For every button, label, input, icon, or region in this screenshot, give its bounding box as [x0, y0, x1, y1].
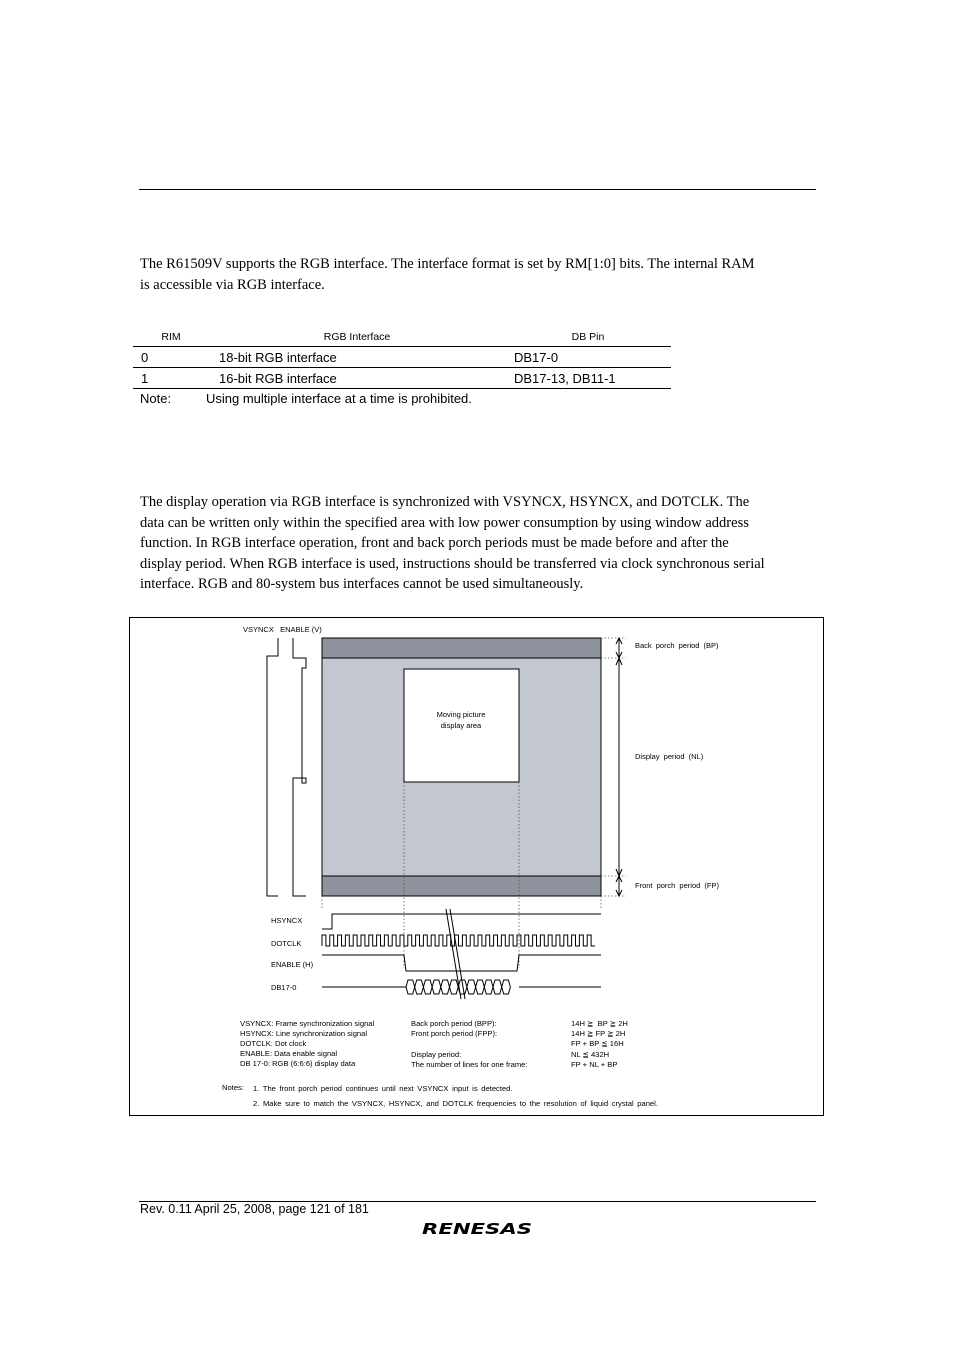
legend-mid-line: Front porch period (FPP): — [411, 1029, 498, 1038]
note-line: 2. Make sure to match the VSYNCX, HSYNCX, and DOTCLK frequencies to the resolution of liquid crystal panel. — [253, 1099, 658, 1108]
moving-area-line: display area — [440, 721, 482, 730]
legend-left-line: VSYNCX: Frame synchronization signal — [240, 1019, 375, 1028]
legend-right-line: NL ≦ 432H — [571, 1050, 610, 1059]
enable-v-waveform — [293, 638, 306, 896]
cell-rim: 0 — [133, 347, 209, 368]
front-porch-band — [322, 876, 601, 896]
cell-db-pin: DB17-13, DB11-1 — [505, 368, 671, 389]
moving-area-line: Moving picture — [436, 710, 486, 719]
cell-db-pin: DB17-0 — [505, 347, 671, 368]
intro-line: is accessible via RGB interface. — [140, 276, 325, 293]
table-row — [133, 347, 671, 368]
col-header-db-pin: DB Pin — [505, 327, 671, 347]
display-line: display period. When RGB interface is used, instructions should be transferred via clock synchronous serial — [140, 555, 765, 572]
timing-diagram — [130, 618, 825, 1117]
legend-left-line: DB 17-0: RGB (6:6:6) display data — [240, 1059, 356, 1068]
display-paragraph — [140, 492, 820, 595]
vsyncx-waveform — [267, 638, 278, 896]
top-label: VSYNCX ENABLE (V) — [243, 625, 322, 634]
legend-left-line: HSYNCX: Line synchronization signal — [240, 1029, 368, 1038]
display-line: interface. RGB and 80-system bus interfaces cannot be used simultaneously. — [140, 576, 584, 592]
legend-left-line: ENABLE: Data enable signal — [240, 1049, 338, 1058]
display-line: data can be written only within the specified area with low power consumption by using window address — [140, 514, 749, 531]
signal-label-db: DB17-0 — [271, 983, 297, 992]
cell-interface: 18-bit RGB interface — [209, 347, 505, 368]
legend-right-line: 14H ≧ FP ≧ 2H — [571, 1029, 626, 1038]
renesas-logo — [422, 1219, 534, 1237]
legend-mid-line: The number of lines for one frame: — [411, 1060, 528, 1069]
footer-text: Rev. 0.11 April 25, 2008, page 121 of 181 — [140, 1202, 369, 1216]
db-waveform — [322, 980, 601, 994]
back-porch-band — [322, 638, 601, 658]
display-line: function. In RGB interface operation, front and back porch periods must be made before and after the — [140, 535, 729, 551]
enable-h-waveform — [322, 955, 601, 971]
table-note-label: Note: — [140, 391, 172, 406]
notes-label: Notes: — [222, 1083, 244, 1092]
fp-label: Front porch period (FP) — [635, 881, 719, 890]
legend-mid-line: Back porch period (BPP): — [411, 1019, 497, 1028]
signal-label-enable-h: ENABLE (H) — [271, 960, 314, 969]
intro-line: The R61509V supports the RGB interface. The interface format is set by RM[1:0] bits. The internal RAM — [140, 256, 755, 272]
display-line: The display operation via RGB interface is synchronized with VSYNCX, HSYNCX, and DOTCLK. The — [140, 494, 750, 510]
legend-left-line: DOTCLK: Dot clock — [240, 1039, 307, 1048]
table-row — [133, 368, 671, 389]
bp-label: Back porch period (BP) — [635, 641, 719, 650]
rgb-interface-table — [133, 327, 671, 389]
legend-mid-line: Display period: — [411, 1050, 462, 1059]
logo-text: RENESAS — [422, 1220, 532, 1237]
legend-right-line: 14H ≧ BP ≧ 2H — [571, 1019, 628, 1028]
rgb-timing-figure — [129, 617, 824, 1116]
period-arrows — [616, 638, 622, 896]
signal-label-hsyncx: HSYNCX — [271, 916, 303, 925]
hsyncx-waveform — [322, 914, 601, 929]
legend-right-line: FP + BP ≦ 16H — [571, 1039, 624, 1048]
signal-label-dotclk: DOTCLK — [271, 939, 302, 948]
note-line: 1. The front porch period continues until next VSYNCX input is detected. — [253, 1084, 513, 1093]
table-note-text: Using multiple interface at a time is prohibited. — [206, 391, 472, 406]
dotclk-waveform — [322, 935, 595, 946]
header-rule — [139, 189, 816, 190]
col-header-rim: RIM — [133, 327, 209, 347]
legend-right-line: FP + NL + BP — [571, 1060, 618, 1069]
cell-interface: 16-bit RGB interface — [209, 368, 505, 389]
table-header-row — [133, 327, 671, 347]
nl-label: Display period (NL) — [635, 752, 704, 761]
intro-paragraph — [140, 254, 820, 295]
cell-rim: 1 — [133, 368, 209, 389]
col-header-rgb-interface: RGB Interface — [209, 327, 505, 347]
